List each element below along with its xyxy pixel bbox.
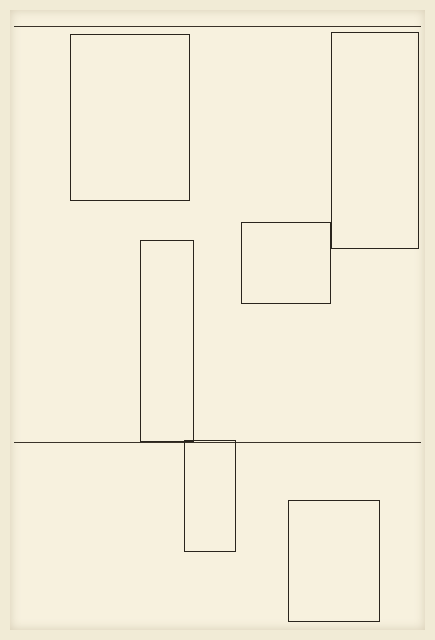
- body-col-3: [74, 74, 182, 170]
- exam-box: [288, 500, 380, 622]
- masthead-info-2: [404, 38, 416, 98]
- body-col-1: [198, 34, 268, 284]
- body-col-5: [16, 240, 136, 430]
- body-col-7: [275, 310, 395, 490]
- election-box: [140, 240, 194, 442]
- issue-date-line: [269, 12, 419, 32]
- masthead-info: [337, 38, 353, 138]
- staff-3: [295, 230, 305, 292]
- body-col-6: [16, 450, 176, 620]
- weekday-line: [70, 12, 150, 32]
- body-col-4: [16, 34, 66, 234]
- staff-2: [275, 230, 285, 292]
- newspaper-page: [10, 10, 425, 630]
- body-col-8: [382, 450, 420, 620]
- staff-4: [315, 230, 325, 292]
- top-rule: [14, 26, 421, 27]
- livestock-box: [184, 440, 236, 552]
- page-number: [14, 12, 44, 32]
